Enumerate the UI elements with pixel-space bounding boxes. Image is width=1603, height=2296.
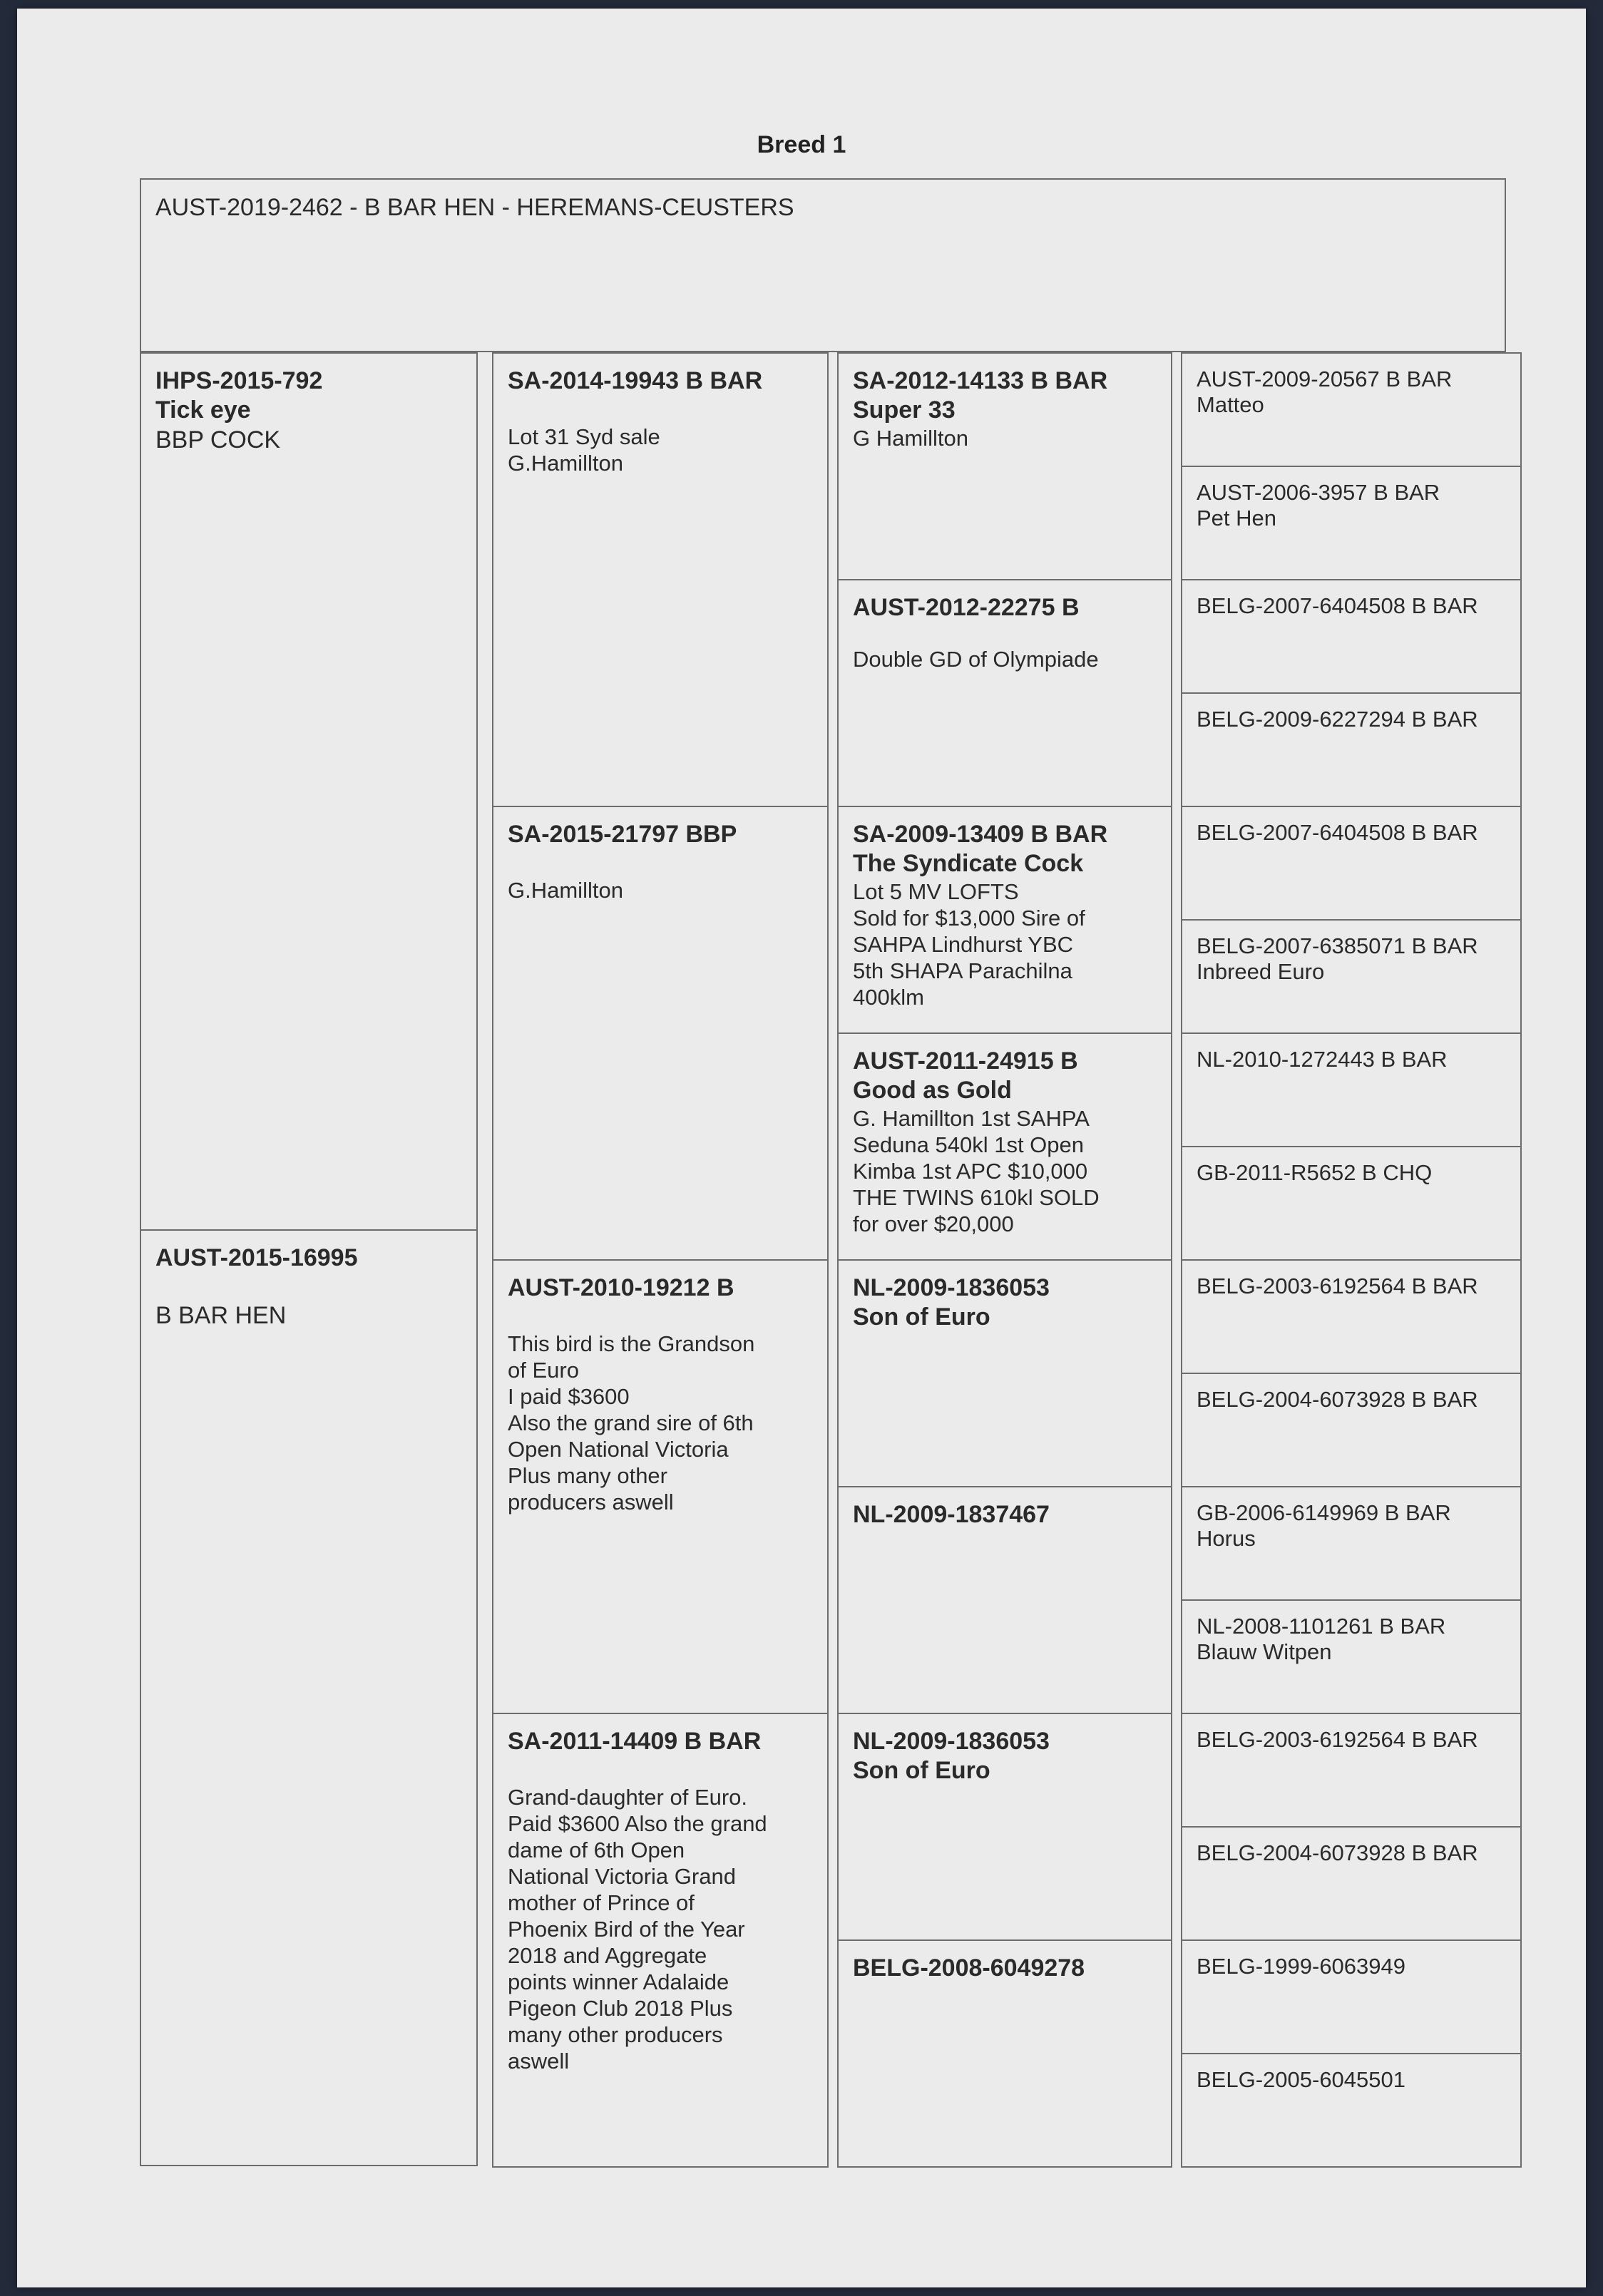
bird-id: NL-2009-1836053	[853, 1274, 1050, 1301]
gen2-cell	[492, 1713, 829, 2168]
bird-note: G.Hamillton	[508, 878, 623, 903]
gen4-cell	[1181, 579, 1522, 694]
generation-3-column	[837, 352, 1172, 2166]
dam-cell	[140, 1229, 478, 2166]
gen4-cell	[1181, 1032, 1522, 1147]
bird-name: The Syndicate Cock	[853, 850, 1084, 877]
bird-id: GB-2011-R5652 B CHQ	[1197, 1160, 1433, 1185]
bird-id: BELG-2003-6192564 B BAR	[1197, 1727, 1478, 1752]
gen3-cell	[837, 352, 1172, 580]
gen4-cell	[1181, 919, 1522, 1034]
bird-header-box	[140, 178, 1506, 352]
bird-header-text: AUST-2019-2462 - B BAR HEN - HEREMANS-CEUSTERS	[155, 194, 794, 221]
gen4-cell	[1181, 692, 1522, 807]
bird-name: Good as Gold	[853, 1077, 1012, 1104]
bird-note: Lot 31 Syd sale G.Hamillton	[508, 424, 660, 476]
bird-id: BELG-2005-6045501	[1197, 2067, 1406, 2092]
bird-name: Blauw Witpen	[1197, 1639, 1332, 1664]
gen2-cell	[492, 352, 829, 807]
bird-id: SA-2011-14409 B BAR	[508, 1728, 762, 1755]
bird-id: NL-2009-1836053	[853, 1728, 1050, 1755]
generation-2-column	[492, 352, 829, 2166]
gen4-cell	[1181, 1826, 1522, 1941]
bird-note: Grand-daughter of Euro. Paid $3600 Also the grand dame of 6th Open National Victoria Grand mother of Prince of Phoenix Bird of the Year 2018 and Aggregate points winner Adalaide Pigeon Club 2018 Plus many other producers aswell	[508, 1785, 767, 2074]
sire-note: BBP COCK	[155, 426, 281, 453]
bird-id: BELG-2004-6073928 B BAR	[1197, 1387, 1478, 1412]
bird-note: Double GD of Olympiade	[853, 647, 1099, 672]
bird-id: SA-2012-14133 B BAR	[853, 367, 1108, 394]
bird-id: SA-2014-19943 B BAR	[508, 367, 763, 394]
gen3-cell	[837, 1713, 1172, 1941]
gen3-cell	[837, 579, 1172, 807]
gen4-cell	[1181, 1713, 1522, 1828]
gen4-cell	[1181, 352, 1522, 467]
sire-cell	[140, 352, 478, 1231]
bird-id: SA-2009-13409 B BAR	[853, 821, 1108, 848]
gen4-cell	[1181, 806, 1522, 921]
gen3-cell	[837, 806, 1172, 1034]
bird-id: GB-2006-6149969 B BAR	[1197, 1500, 1451, 1525]
bird-name: Son of Euro	[853, 1757, 990, 1784]
bird-id: BELG-2008-6049278	[853, 1954, 1085, 1982]
bird-note: G. Hamillton 1st SAHPA Seduna 540kl 1st Open Kimba 1st APC $10,000 THE TWINS 610kl SOLD for over $20,000	[853, 1106, 1100, 1236]
bird-id: AUST-2010-19212 B	[508, 1274, 734, 1301]
bird-name: Son of Euro	[853, 1303, 990, 1331]
gen3-cell	[837, 1032, 1172, 1261]
gen3-cell	[837, 1939, 1172, 2168]
gen4-cell	[1181, 2053, 1522, 2168]
pedigree-sheet	[17, 9, 1586, 2287]
bird-name: Matteo	[1197, 392, 1264, 417]
bird-id: BELG-1999-6063949	[1197, 1954, 1406, 1979]
gen2-cell	[492, 806, 829, 1261]
bird-id: BELG-2009-6227294 B BAR	[1197, 707, 1478, 732]
bird-id: BELG-2007-6385071 B BAR	[1197, 933, 1478, 958]
generation-1-column	[140, 352, 478, 2166]
bird-id: BELG-2007-6404508 B BAR	[1197, 593, 1478, 618]
generation-4-column	[1181, 352, 1522, 2166]
bird-id: AUST-2012-22275 B	[853, 594, 1080, 621]
bird-note: This bird is the Grandson of Euro I paid $3600 Also the grand sire of 6th Open National Victoria Plus many other producers aswell	[508, 1331, 755, 1515]
gen4-cell	[1181, 1486, 1522, 1601]
bird-id: AUST-2011-24915 B	[853, 1047, 1078, 1075]
sire-id: IHPS-2015-792	[155, 367, 323, 394]
bird-id: BELG-2003-6192564 B BAR	[1197, 1273, 1478, 1298]
gen3-cell	[837, 1486, 1172, 1714]
gen3-cell	[837, 1259, 1172, 1487]
bird-id: NL-2009-1837467	[853, 1501, 1050, 1528]
bird-id: AUST-2009-20567 B BAR	[1197, 367, 1453, 391]
bird-id: BELG-2007-6404508 B BAR	[1197, 820, 1478, 845]
bird-name: Horus	[1197, 1526, 1256, 1551]
bird-note: Lot 5 MV LOFTS Sold for $13,000 Sire of SAHPA Lindhurst YBC 5th SHAPA Parachilna 400klm	[853, 879, 1085, 1010]
bird-id: NL-2008-1101261 B BAR	[1197, 1614, 1446, 1639]
bird-name: Pet Hen	[1197, 506, 1277, 531]
gen4-cell	[1181, 1599, 1522, 1714]
bird-id: NL-2010-1272443 B BAR	[1197, 1047, 1448, 1072]
sire-name: Tick eye	[155, 396, 251, 424]
dam-note: B BAR HEN	[155, 1302, 287, 1329]
bird-name: Inbreed Euro	[1197, 959, 1325, 984]
page-title: Breed 1	[757, 131, 846, 158]
bird-id: AUST-2006-3957 B BAR	[1197, 480, 1440, 505]
bird-id: SA-2015-21797 BBP	[508, 821, 737, 848]
gen4-cell	[1181, 1259, 1522, 1374]
gen4-cell	[1181, 1146, 1522, 1261]
gen4-cell	[1181, 1373, 1522, 1487]
gen2-cell	[492, 1259, 829, 1714]
gen4-cell	[1181, 466, 1522, 580]
gen4-cell	[1181, 1939, 1522, 2054]
dam-id: AUST-2015-16995	[155, 1244, 358, 1271]
bird-name: Super 33	[853, 396, 956, 424]
bird-id: BELG-2004-6073928 B BAR	[1197, 1840, 1478, 1865]
bird-note: G Hamillton	[853, 426, 968, 451]
